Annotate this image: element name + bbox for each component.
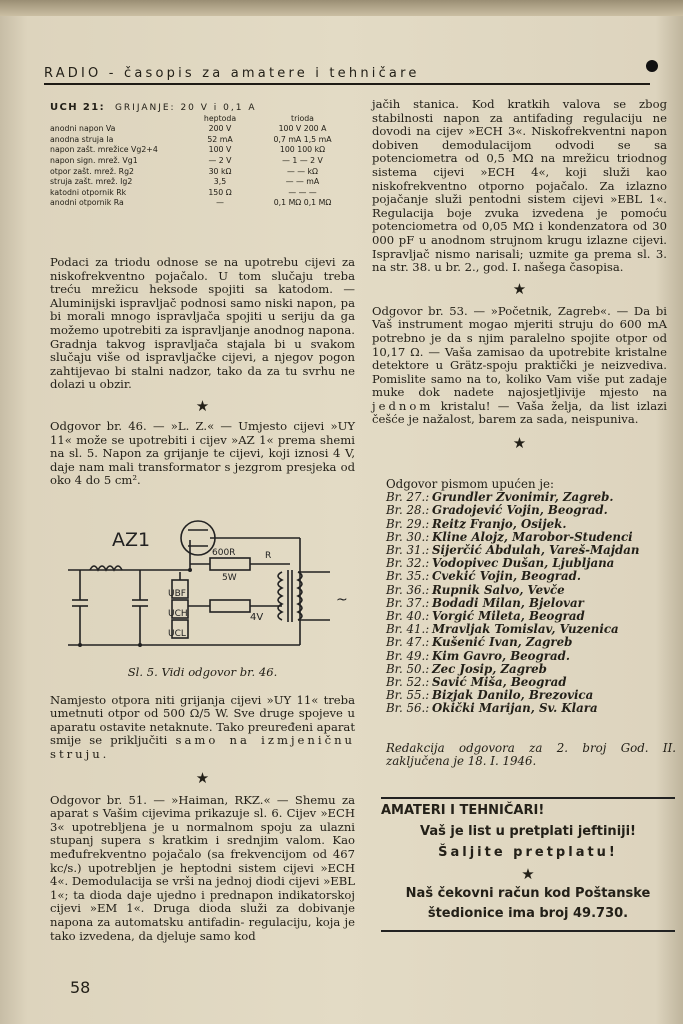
- list-item-name: Savić Miša, Beograd: [432, 675, 567, 690]
- answer-53-text: Odgovor br. 53. — »Početnik, Zagreb«. — Da bi Vaš instrument mogao mjeriti struju do 600 mA potrebno je da s njim paralelno spojite otpor od 10,17 Ω. — Vaša zamisao da upotrebite kristalne detektore u Grätz-spoju praktički je neizvediva. Pomislite samo na to, koliko Vam više put zadaje muke dok nadete najosjetljivije mjesto na: [372, 303, 667, 400]
- label-ubf: UBF: [168, 589, 186, 599]
- paragraph-replacement-emphasis: samo na izmjeničnu struju.: [50, 733, 355, 761]
- ad-line-account: Naš čekovni račun kod Poštanske štedionice ima broj 49.730.: [405, 886, 651, 921]
- figure-caption: Sl. 5. Vidi odgovor br. 46.: [127, 665, 278, 679]
- table-cell: — 1 — 2 V: [282, 155, 323, 165]
- ad-line-subscribe: Šaljite pretplatu!: [438, 845, 618, 860]
- list-item-number: Br. 49.:: [386, 648, 430, 663]
- table-row-label: otpor zašt. mrež. Rg2: [50, 166, 134, 176]
- list-intro: Odgovor pismom upućen je:: [386, 477, 554, 491]
- list-item-number: Br. 28.:: [386, 503, 430, 518]
- table-cell: —: [216, 198, 224, 208]
- paragraph-replacement: [50, 694, 355, 762]
- table-row-label: katodni otpornik Rk: [50, 187, 127, 197]
- paragraph-continuation: jačih stanica. Kod kratkih valova se zbog stabilnosti napon za antifading regulaciju ne dovodi na cijev »ECH 3«. Niskofrekventni napon dobiven demodulacijom odvodi se sa potenciometra od 0,5 MΩ na mrežicu triodnog sistema cijevi »ECH 4«, koji služi kao niskofrekventno otporno pojačalo. Za izlazno pojačanje služi pentodni sistem cijevi »EBL 1«. Regulacija boje zvuka izvedena je pomoću potenciometra od 0,05 MΩ i kondenzatora od 30 000 pF u anodnom strujnom krugu izlazne cijevi. Ispravljač nismo narisali; uzmite ga prema sl. 3. na str. 38. u br. 2., god. I. našega časopisa.: [372, 97, 667, 275]
- paragraph-replacement-text: Namjesto otpora niti grijanja cijevi »UY 11« treba umetnuti otpor od 500 Ω/5 W. Sve druge spojeve u aparatu ostavite netaknute. Tako preuređeni aparat smije se priključiti: [50, 692, 355, 748]
- star-icon: ★: [195, 768, 210, 787]
- label-ac: ~: [336, 592, 348, 608]
- ad-bottom-rule: [381, 930, 675, 932]
- star-icon: ★: [521, 865, 535, 883]
- table-row-label: struja zašt. mrež. Ig2: [50, 177, 133, 187]
- closing-note: Redakcija odgovora za 2. broj God. II. zaključena je 18. I. 1946.: [386, 740, 676, 768]
- table-subheading: GRIJANJE: 20 V i 0,1 A: [114, 103, 257, 113]
- list-item: [386, 702, 676, 715]
- circuit-diagram-fig5: [60, 500, 360, 665]
- list-item-name: Kline Alojz, Marobor-Studenci: [432, 529, 633, 544]
- answer-53-text-end: kristalu! — Vaša želja, da list izlazi češće je nažalost, barem za sada, neispuniva.: [372, 398, 667, 427]
- label-ucl: UCL: [168, 629, 186, 639]
- label-r: R: [265, 551, 272, 561]
- table-row-label: anodna struja Ia: [50, 134, 114, 144]
- paragraph-answer-46: Odgovor br. 46. — »L. Z.« — Umjesto cijevi »UY 11« može se upotrebiti i cijev »AZ 1« prema shemi na sl. 5. Napon za grijanje te cijevi, koji iznosi 4 V, daje nam mali transformator s jezgrom presjeka od oko 4 do 5 cm².: [50, 418, 355, 488]
- list-item-name: Okički Marijan, Sv. Klara: [432, 701, 598, 716]
- table-cell: 30 kΩ: [208, 166, 232, 176]
- star-icon: ★: [195, 396, 210, 415]
- list-item-number: Br. 37.:: [386, 595, 430, 610]
- list-item-name: Kim Gavro, Beograd.: [432, 648, 571, 663]
- list-item-number: Br. 56.:: [386, 701, 430, 716]
- list-item-name: Reitz Franjo, Osijek.: [432, 516, 567, 531]
- paragraph-answer-53: [372, 305, 667, 427]
- header-title: RADIO - časopis za amatere i tehničare: [44, 66, 420, 81]
- list-item-number: Br. 52.:: [386, 675, 430, 690]
- page-number: 58: [70, 978, 91, 997]
- col-triode: trioda: [291, 113, 314, 123]
- list-item-number: Br. 35.:: [386, 569, 430, 584]
- star-icon: ★: [512, 279, 527, 298]
- header-rule: [44, 83, 650, 85]
- left-column-lower: [50, 666, 355, 943]
- ad-heading: AMATERI I TEHNIČARI!: [381, 803, 545, 818]
- list-item-name: Grundler Zvonimir, Zagreb.: [432, 490, 614, 505]
- table-cell: — — mA: [285, 177, 320, 187]
- list-item-name: Sijerčić Abdulah, Vareš-Majdan: [432, 543, 640, 558]
- table-row-label: napon zašt. mrežice Vg2+4: [50, 145, 158, 155]
- label-az1: AZ1: [112, 529, 151, 551]
- table-cell: 0,1 MΩ 0,1 MΩ: [273, 198, 332, 208]
- paragraph-triode-note: Podaci za triodu odnose se na upotrebu cijevi za niskofrekventno pojačalo. U tom slučaju treba treću mrežicu heksode spojiti sa katodom. — Aluminijski ispravljač podnosi samo niski napon, pa bi morali mnogo ispravljača spojiti u seriju da ga možemo upotrebiti za ispravljanje anodnog napona. Gradnja takvog ispravljača stajala bi u svakom slučaju više od ispravljačke cijevi, a njegov pogon zahtijevao bi stalni nadzor, tako da za tu svrhu ne dolazi u obzir.: [50, 255, 355, 392]
- table-cell: 100 100 kΩ: [279, 145, 326, 155]
- list-item-name: Vorgić Mileta, Beograd: [432, 609, 585, 624]
- list-item-number: Br. 41.:: [386, 622, 430, 637]
- table-row-label: anodni otpornik Ra: [50, 198, 124, 208]
- right-column: [372, 98, 667, 453]
- list-item-name: Vodopivec Dušan, Ljubljana: [432, 556, 615, 571]
- list-item-number: Br. 31.:: [386, 543, 430, 558]
- list-item-name: Kušenić Ivan, Zagreb: [432, 635, 573, 650]
- tube-data-table: [50, 103, 355, 209]
- table-cell: 200 V: [208, 124, 232, 134]
- table-cell: 3,5: [213, 177, 227, 187]
- list-item-number: Br. 55.:: [386, 688, 430, 703]
- subscription-ad: [381, 797, 675, 932]
- list-item-name: Zec Josip, Zagreb: [432, 661, 547, 676]
- table-row-label: napon sign. mrež. Vg1: [50, 155, 138, 165]
- table-cell: — — kΩ: [286, 166, 319, 176]
- list-item-name: Bodadi Milan, Bjelovar: [432, 595, 584, 610]
- table-heading: UCH 21:: [50, 102, 106, 113]
- list-item-name: Mravljak Tomislav, Vuzenica: [432, 622, 619, 637]
- paragraph-answer-51: Odgovor br. 51. — »Haiman, RKZ.« — Shemu za aparat s Vašim cijevima prikazuje sl. 6. Cijev »ECH 3« upotrebljena je u normalnom spoju za ulazni stupanj supera s kratkim i srednjim valom. Kao međufrekventno pojačalo (sa frekvencijom od 467 kc/s.) upotrebljen je heptodni sistem cijevi »ECH 4«. Demodulacija se vrši na jednoj diodi cijevi »EBL 1«; ta dioda daje ujedno i prednapon indikatorskoj cijevi »EM 1«. Druga dioda služi za dobivanje napona za automatsku antifadin- regulaciju, koja je tako izvedena, da djeluje samo kod: [50, 792, 355, 943]
- list-item-number: Br. 29.:: [386, 516, 430, 531]
- running-header: [44, 66, 656, 88]
- list-item-name: Cvekić Vojin, Beograd.: [432, 569, 581, 584]
- table-cell: 0,7 mA 1,5 mA: [273, 134, 332, 144]
- label-4v: 4V: [250, 612, 264, 623]
- table-cell: 100 V 200 A: [278, 124, 327, 134]
- tube-table: [50, 114, 355, 209]
- col-heptode: heptoda: [203, 113, 237, 123]
- ad-line-cheaper: Vaš je list u pretplati jeftiniji!: [420, 824, 636, 839]
- page-top-edge: [0, 0, 683, 16]
- list-item-number: Br. 40.:: [386, 609, 430, 624]
- table-cell: — — —: [288, 187, 317, 197]
- circuit-schematic: [60, 500, 360, 665]
- list-item-number: Br. 30.:: [386, 529, 430, 544]
- list-item-name: Gradojević Vojin, Beograd.: [432, 503, 608, 518]
- letter-reply-list: [386, 478, 676, 768]
- label-uch: UCH: [168, 609, 188, 619]
- table-cell: 100 V: [208, 145, 232, 155]
- header-dot: [646, 60, 658, 72]
- list-rows: [386, 491, 676, 715]
- list-item-number: Br. 27.:: [386, 490, 430, 505]
- ad-top-rule: [381, 797, 675, 799]
- list-item-number: Br. 47.:: [386, 635, 430, 650]
- answer-53-emphasis: jednom: [372, 398, 434, 413]
- table-cell: 52 mA: [207, 134, 233, 144]
- table-cell: 150 Ω: [208, 187, 232, 197]
- table-cell: — 2 V: [208, 155, 232, 165]
- list-item-name: Bizjak Danilo, Brezovica: [432, 688, 594, 703]
- label-5w: 5W: [222, 573, 237, 583]
- label-600r: 600R: [212, 548, 236, 558]
- list-item-name: Rupnik Salvo, Vevče: [432, 582, 565, 597]
- list-item-number: Br. 32.:: [386, 556, 430, 571]
- table-row-label: anodni napon Va: [50, 124, 116, 134]
- left-column-upper: [50, 256, 355, 488]
- list-item-number: Br. 50.:: [386, 661, 430, 676]
- list-item-number: Br. 36.:: [386, 582, 430, 597]
- star-icon: ★: [512, 434, 527, 453]
